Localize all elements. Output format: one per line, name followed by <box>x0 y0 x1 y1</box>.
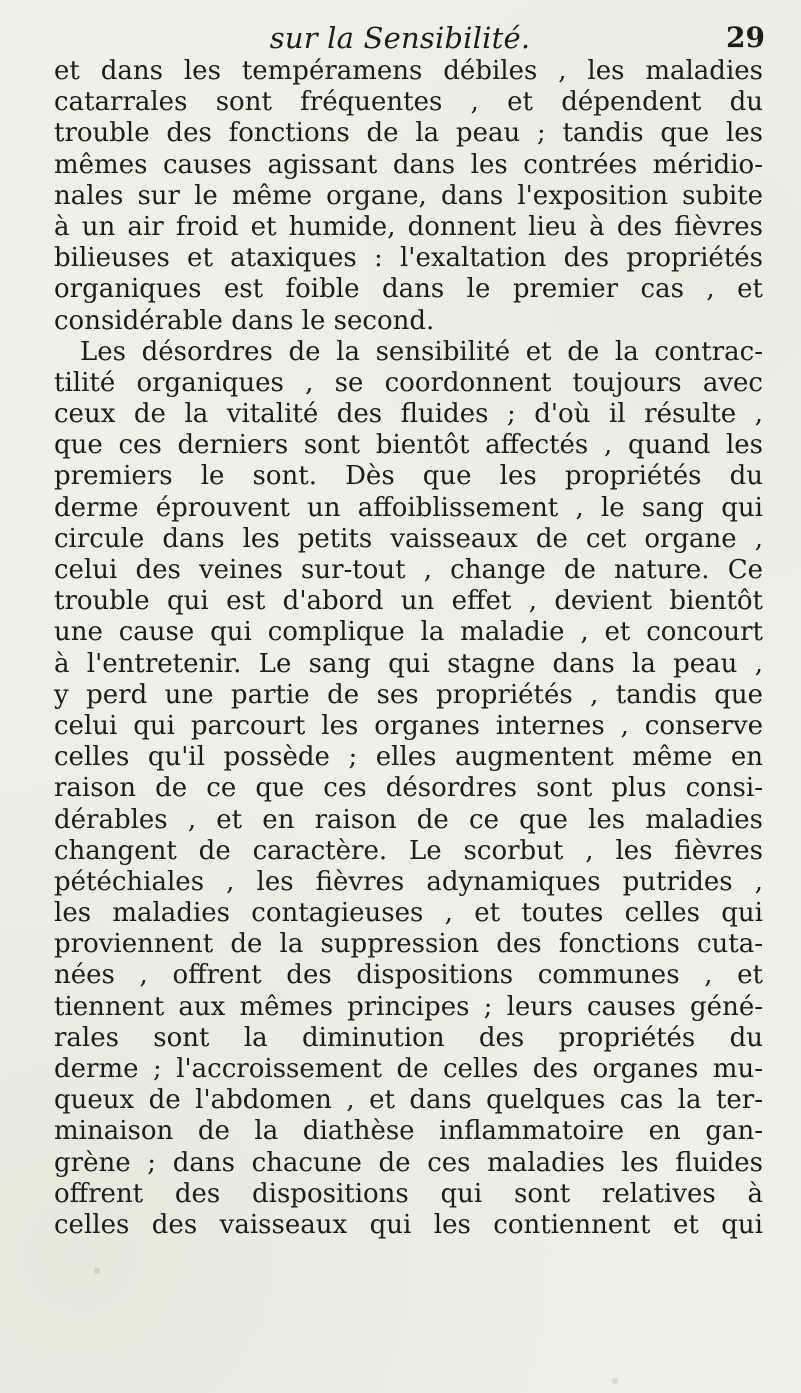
text-line: mêmes causes agissant dans les contrées méridio- <box>54 149 763 180</box>
text-line: y perd une partie de ses propriétés , tandis que <box>54 679 763 710</box>
text-line: nales sur le même organe, dans l'exposition subite <box>54 180 763 211</box>
text-line: dérables , et en raison de ce que les maladies <box>54 804 763 835</box>
text-line: tiennent aux mêmes principes ; leurs causes géné- <box>54 991 763 1022</box>
text-line: proviennent de la suppression des fonctions cuta- <box>54 929 763 960</box>
text-line: pétéchiales , les fièvres adynamiques putrides , <box>54 866 763 897</box>
text-line: que ces derniers sont bientôt affectés , quand les <box>54 430 763 461</box>
text-line: rales sont la diminution des propriétés du <box>54 1022 763 1053</box>
text-line: bilieuses et ataxiques : l'exaltation des propriétés <box>54 243 763 274</box>
text-line: derme ; l'accroissement de celles des organes mu- <box>54 1054 763 1084</box>
page-number: 29 <box>726 21 765 54</box>
text-line: considérable dans le second. <box>54 305 435 336</box>
text-line: queux de l'abdomen , et dans quelques cas la ter- <box>54 1085 763 1116</box>
body-text <box>54 56 763 1241</box>
text-line: tilité organiques , se coordonnent toujours avec <box>54 367 763 398</box>
text-line: derme éprouvent un affoiblissement , le sang qui <box>54 492 763 523</box>
running-title: sur la Sensibilité. <box>269 21 531 55</box>
text-line: circule dans les petits vaisseaux de cet organe , <box>54 523 763 554</box>
text-line: et dans les tempéramens débiles , les maladies <box>54 56 763 86</box>
text-line: celui des veines sur-tout , change de nature. Ce <box>54 555 763 585</box>
text-line: trouble des fonctions de la peau ; tandis que les <box>54 118 763 149</box>
text-line: à l'entretenir. Le sang qui stagne dans la peau , <box>54 648 763 679</box>
text-line: offrent des dispositions qui sont relatives à <box>54 1178 763 1209</box>
text-line: changent de caractère. Le scorbut , les fièvres <box>54 835 763 866</box>
text-line: nées , offrent des dispositions communes , et <box>54 960 763 991</box>
text-line: premiers le sont. Dès que les propriétés du <box>54 461 763 492</box>
text-line: celui qui parcourt les organes internes , conserve <box>54 710 763 741</box>
text-line: les maladies contagieuses , et toutes celles qui <box>54 898 763 929</box>
text-line: minaison de la diathèse inflammatoire en gan- <box>54 1116 763 1147</box>
text-line: une cause qui complique la maladie , et concourt <box>54 617 763 648</box>
text-line: à un air froid et humide, donnent lieu à des fièvres <box>54 211 763 242</box>
paper-speck <box>612 1378 618 1384</box>
text-line: grène ; dans chacune de ces maladies les fluides <box>54 1147 763 1178</box>
text-line: trouble qui est d'abord un effet , devient bientôt <box>54 586 763 617</box>
text-line: Les désordres de la sensibilité et de la contrac- <box>80 336 763 367</box>
paper-speck <box>94 1268 100 1274</box>
text-line: organiques est foible dans le premier cas , et <box>54 274 763 305</box>
text-line: catarrales sont fréquentes , et dépendent du <box>54 87 763 118</box>
text-line: celles des vaisseaux qui les contiennent et qui <box>54 1209 763 1240</box>
text-line: celles qu'il possède ; elles augmentent même en <box>54 742 763 773</box>
text-line: ceux de la vitalité des fluides ; d'où il résulte , <box>54 399 763 430</box>
text-line: raison de ce que ces désordres sont plus consi- <box>54 773 763 804</box>
